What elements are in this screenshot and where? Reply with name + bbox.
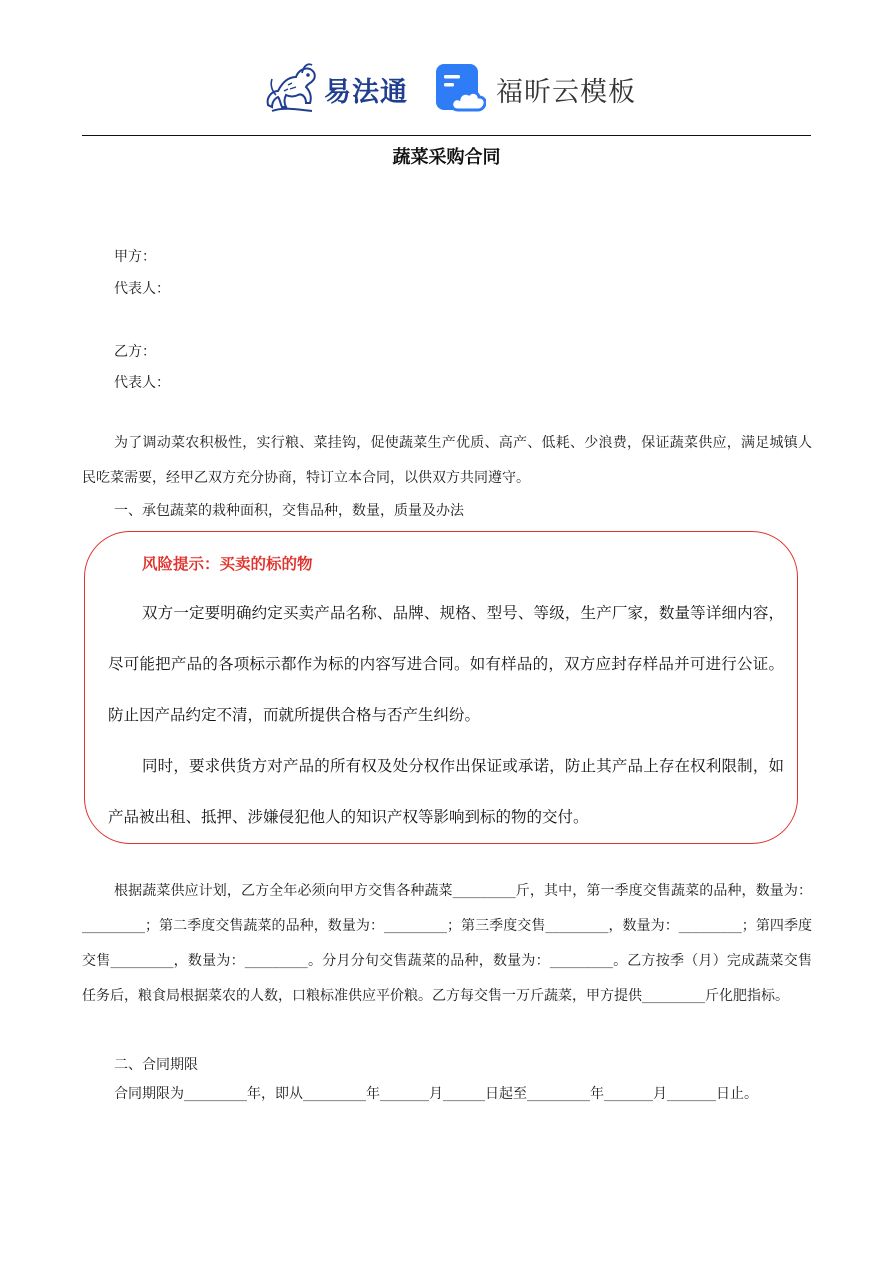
party-b-representative-label: 代表人： (114, 375, 170, 391)
foxit-logo-text: 福昕云模板 (496, 76, 636, 108)
intro-paragraph: 为了调动菜农积极性，实行粮、菜挂钩，促使蔬菜生产优质、高产、低耗、少浪费，保证蔬菜供应，满足城镇人民吃菜需要，经甲乙双方充分协商，特订立本合同，以供双方共同遵守。 (82, 435, 812, 486)
risk-warning-title: 风险提示：买卖的标的物 (142, 555, 313, 573)
risk-warning-paragraph-2: 同时，要求供货方对产品的所有权及处分权作出保证或承诺，防止其产品上存在权利限制，如产品被出租、抵押、涉嫌侵犯他人的知识产权等影响到标的物的交付。 (108, 757, 784, 826)
party-a-label: 甲方： (114, 249, 156, 265)
risk-warning-paragraph-1: 双方一定要明确约定买卖产品名称、品牌、规格、型号、等级，生产厂家，数量等详细内容，尽可能把产品的各项标示都作为标的内容写进合同。如有样品的，双方应封存样品并可进行公证。防止因产品约定不清，而就所提供合格与否产生纠纷。 (108, 604, 784, 724)
document-title: 蔬菜采购合同 (392, 147, 501, 168)
section-1-heading: 一、承包蔬菜的栽种面积，交售品种，数量，质量及办法 (114, 503, 464, 519)
supply-plan-paragraph: 根据蔬菜供应计划，乙方全年必须向甲方交售各种蔬菜_________斤，其中，第一季度交售蔬菜的品种，数量为：_________；第二季度交售蔬菜的品种，数量为：_________；第三季度交售_________，数量为：_________；第四季度交售_________，数量为：_________。分月分旬交售蔬菜的品种，数量为：_________。乙方按季（月）完成蔬菜交售任务后，粮食局根据菜农的人数，口粮标准供应平价粮。乙方每交售一万斤蔬菜，甲方提供_________斤化肥指标。 (82, 883, 812, 1004)
contract-term-paragraph: 合同期限为_________年，即从_________年_______月______日起至_________年_______月_______日止。 (114, 1086, 758, 1102)
party-a-representative-label: 代表人： (114, 281, 170, 297)
page-header (0, 55, 893, 125)
party-b-label: 乙方： (114, 344, 156, 360)
yifatong-logo (262, 61, 408, 117)
yifatong-logo-text: 易法通 (324, 76, 408, 108)
header-divider (82, 135, 811, 136)
qilin-emblem-icon (262, 61, 320, 117)
foxit-template-logo (436, 64, 636, 114)
foxit-cloud-icon (436, 64, 486, 114)
section-2-heading: 二、合同期限 (114, 1057, 198, 1073)
